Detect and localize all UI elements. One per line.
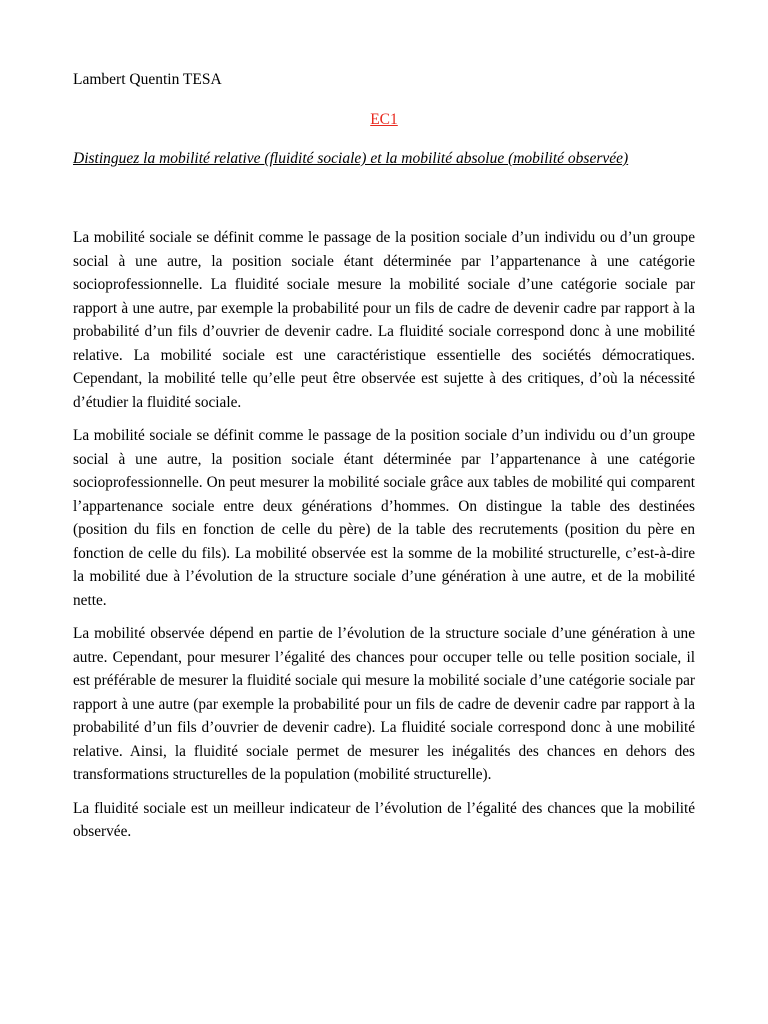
document-body <box>73 226 695 854</box>
section-title: EC1 <box>370 111 398 128</box>
paragraph-4: La fluidité sociale est un meilleur indicateur de l’évolution de l’égalité des chances que la mobilité observée. <box>73 799 695 840</box>
question-heading: Distinguez la mobilité relative (fluidité sociale) et la mobilité absolue (mobilité observée) <box>73 150 629 167</box>
paragraph-2: La mobilité sociale se définit comme le passage de la position sociale d’un individu ou d’un groupe social à une autre, la position sociale étant déterminée par l’appartenance à une catégorie socioprofessionnelle. On peut mesurer la mobilité sociale grâce aux tables de mobilité qui comparent l’appartenance sociale entre deux générations d’hommes. On distingue la table des destinées (position du fils en fonction de celle du père) de la table des recrutements (position du père en fonction de celle du fils). La mobilité observée est la somme de la mobilité structurelle, c’est-à-dire la mobilité due à l’évolution de la structure sociale d’une génération à une autre, et de la mobilité nette. <box>73 427 695 609</box>
paragraph-3: La mobilité observée dépend en partie de l’évolution de la structure sociale d’une génération à une autre. Cependant, pour mesurer l’égalité des chances pour occuper telle ou telle position sociale, il est préférable de mesurer la fluidité sociale qui mesure la mobilité sociale d’une catégorie sociale par rapport à une autre (par exemple la probabilité pour un fils de cadre de devenir cadre par rapport à la probabilité d’un fils d’ouvrier de devenir cadre). La fluidité sociale correspond donc à une mobilité relative. Ainsi, la fluidité sociale permet de mesurer les inégalités des chances en dehors des transformations structurelles de la population (mobilité structurelle). <box>73 625 695 783</box>
author-name: Lambert Quentin TESA <box>73 71 222 88</box>
paragraph-1: La mobilité sociale se définit comme le passage de la position sociale d’un individu ou d’un groupe social à une autre, la position sociale étant déterminée par l’appartenance à une catégorie socioprofessionnelle. La fluidité sociale mesure la mobilité sociale d’une catégorie sociale par rapport à une autre, par exemple la probabilité pour un fils de cadre de devenir cadre par rapport à la probabilité d’un fils d’ouvrier de devenir cadre. La fluidité sociale correspond donc à une mobilité relative. La mobilité sociale est une caractéristique essentielle des sociétés démocratiques. Cependant, la mobilité telle qu’elle peut être observée est sujette à des critiques, d’où la nécessité d’étudier la fluidité sociale. <box>73 229 695 411</box>
